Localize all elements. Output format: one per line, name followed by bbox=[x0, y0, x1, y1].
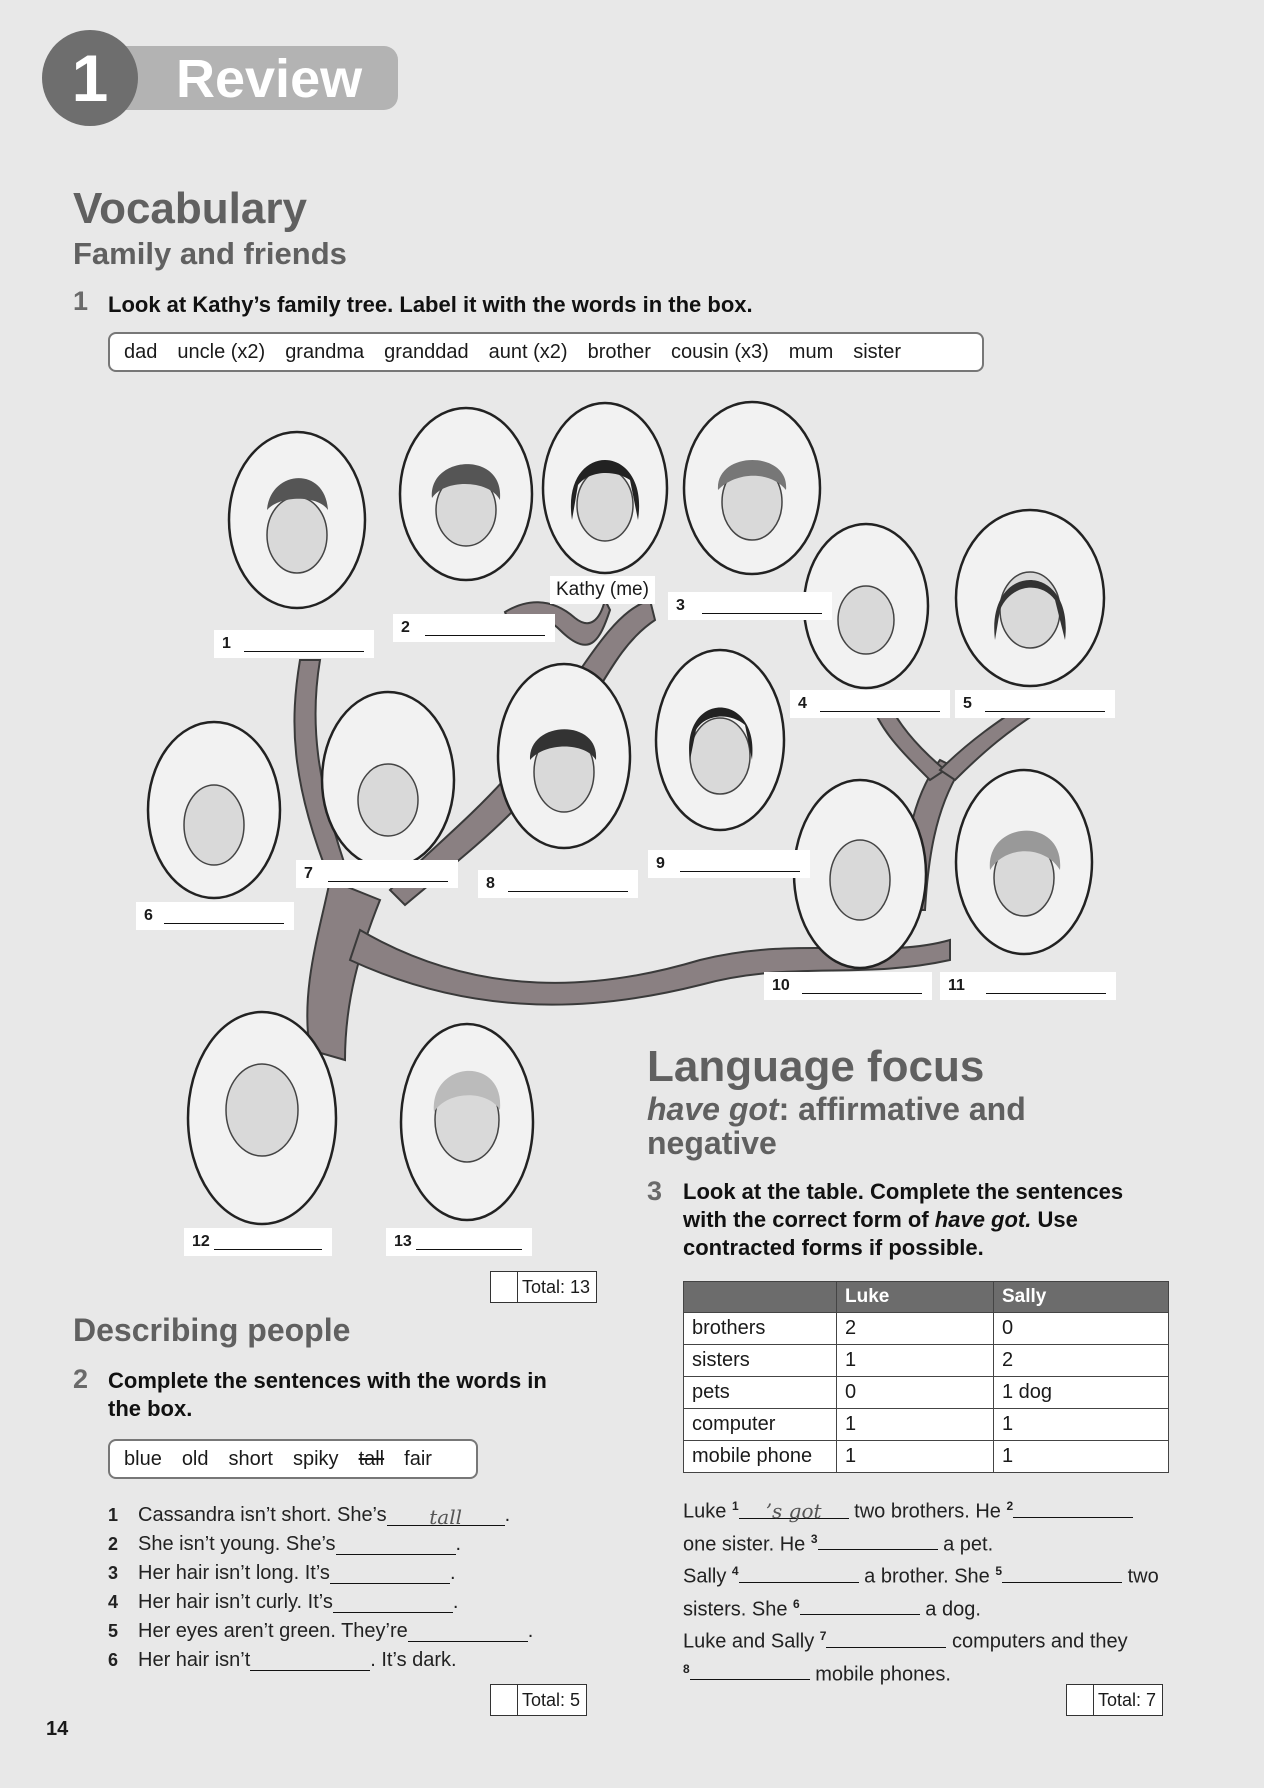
tree-label-6: 6 bbox=[136, 902, 294, 930]
answer-blank[interactable]: tall bbox=[387, 1505, 505, 1526]
word-box-item: sister bbox=[853, 340, 902, 363]
vocabulary-subtitle: Family and friends bbox=[73, 236, 347, 271]
tree-label-3: 3 bbox=[668, 592, 832, 620]
table-row: pets 0 1 dog bbox=[684, 1377, 1169, 1409]
exercise-1-instruction: Look at Kathy’s family tree. Label it with the words in the box. bbox=[108, 292, 753, 317]
answer-blank[interactable] bbox=[250, 1650, 370, 1671]
gap-fill-paragraph-1: Luke $^1$ ’s got two brothers. He $^2$ one sister. He $^3$ a pet. bbox=[683, 1493, 1203, 1558]
word-box-item: fair bbox=[404, 1447, 432, 1470]
tree-label-10: 10 bbox=[764, 972, 932, 1000]
answer-blank[interactable]: ’s got bbox=[739, 1498, 849, 1519]
language-focus-subtitle: have got: affirmative and negative bbox=[647, 1091, 1026, 1161]
gap-fill-paragraph-2: Sally $^4$ a brother. She $^5$ two sisters. She $^6$ a dog. bbox=[683, 1558, 1203, 1623]
tree-label-9: 9 bbox=[648, 850, 810, 878]
tree-label-8: 8 bbox=[478, 870, 638, 898]
unit-title: Review bbox=[176, 49, 363, 109]
sentence-list bbox=[108, 1501, 533, 1675]
answer-blank[interactable] bbox=[336, 1534, 456, 1555]
word-box-item: aunt (x2) bbox=[488, 340, 568, 363]
vocabulary-title: Vocabulary bbox=[73, 184, 307, 233]
tree-label-13: 13 bbox=[386, 1228, 532, 1256]
page-number: 14 bbox=[46, 1718, 69, 1740]
table-header bbox=[684, 1282, 837, 1313]
tree-label-1: 1 bbox=[214, 630, 374, 658]
unit-number: 1 bbox=[42, 30, 138, 126]
exercise-2-number: 2 bbox=[73, 1364, 89, 1394]
answer-blank[interactable] bbox=[690, 1659, 810, 1680]
exercise-2-total: Total: 5 bbox=[490, 1684, 587, 1716]
answer-blank[interactable] bbox=[800, 1594, 920, 1615]
answer-blank[interactable] bbox=[330, 1563, 450, 1584]
word-box-item: cousin (x3) bbox=[670, 340, 769, 363]
table-row: brothers 2 0 bbox=[684, 1313, 1169, 1345]
tree-label-12: 12 bbox=[184, 1228, 332, 1256]
word-box-item: spiky bbox=[292, 1447, 339, 1470]
tree-label-7: 7 bbox=[296, 860, 458, 888]
answer-blank[interactable] bbox=[1013, 1497, 1133, 1518]
kathy-label: Kathy (me) bbox=[550, 576, 655, 604]
table-row: sisters 1 2 bbox=[684, 1345, 1169, 1377]
word-box-item: brother bbox=[587, 340, 651, 363]
answer-blank[interactable] bbox=[739, 1562, 859, 1583]
exercise-1-number: 1 bbox=[73, 286, 89, 316]
describing-title: Describing people bbox=[73, 1312, 351, 1348]
word-box-item: grandma bbox=[285, 340, 365, 363]
sentence: 2 She isn’t young. She’s . bbox=[108, 1533, 462, 1555]
answer-blank[interactable] bbox=[826, 1627, 946, 1648]
score-box[interactable] bbox=[491, 1272, 518, 1302]
describing-word-box bbox=[108, 1439, 478, 1479]
table-row: computer 1 1 bbox=[684, 1409, 1169, 1441]
sentence: 5 Her eyes aren’t green. They’re . bbox=[108, 1620, 534, 1642]
answer-blank[interactable] bbox=[333, 1592, 453, 1613]
have-got-table bbox=[683, 1281, 1169, 1473]
exercise-3-number: 3 bbox=[647, 1176, 663, 1206]
exercise-2-instruction: Complete the sentences with the words in the box. bbox=[108, 1368, 547, 1421]
word-box-item: uncle (x2) bbox=[177, 340, 266, 363]
exercise-3-total: Total: 7 bbox=[1066, 1684, 1163, 1716]
tree-label-4: 4 bbox=[790, 690, 950, 718]
sentence: 6 Her hair isn’t . It’s dark. bbox=[108, 1649, 457, 1671]
table-header: Sally bbox=[994, 1282, 1169, 1313]
table-header: Luke bbox=[837, 1282, 994, 1313]
table-row: mobile phone 1 1 bbox=[684, 1441, 1169, 1473]
word-box-item: blue bbox=[124, 1447, 162, 1470]
exercise-3-instruction: Look at the table. Complete the sentences with the correct form of have got. Use contracted forms if possible. bbox=[683, 1179, 1124, 1260]
score-box[interactable] bbox=[491, 1685, 518, 1715]
sentence: 1 Cassandra isn’t short. She’s tall . bbox=[108, 1504, 511, 1529]
word-box-item: granddad bbox=[384, 340, 469, 363]
word-box-item-used: tall bbox=[358, 1447, 385, 1470]
tree-label-2: 2 bbox=[393, 614, 555, 642]
answer-blank[interactable] bbox=[1002, 1562, 1122, 1583]
tree-label-5: 5 bbox=[955, 690, 1115, 718]
score-box[interactable] bbox=[1067, 1685, 1094, 1715]
tree-label-11: 11 bbox=[940, 972, 1116, 1000]
word-box-item: dad bbox=[124, 340, 158, 363]
exercise-1-total: Total: 13 bbox=[490, 1271, 597, 1303]
word-box-item: old bbox=[181, 1447, 209, 1470]
answer-blank[interactable] bbox=[408, 1621, 528, 1642]
word-box-item: short bbox=[228, 1447, 273, 1470]
sentence: 3 Her hair isn’t long. It’s . bbox=[108, 1562, 456, 1584]
word-box-item: mum bbox=[788, 340, 834, 363]
answer-blank[interactable] bbox=[818, 1529, 938, 1550]
sentence: 4 Her hair isn’t curly. It’s . bbox=[108, 1591, 459, 1613]
language-focus-title: Language focus bbox=[647, 1042, 985, 1091]
gap-fill-paragraph-3: Luke and Sally $^7$ computers and they $^8$ mobile phones. bbox=[683, 1623, 1203, 1688]
